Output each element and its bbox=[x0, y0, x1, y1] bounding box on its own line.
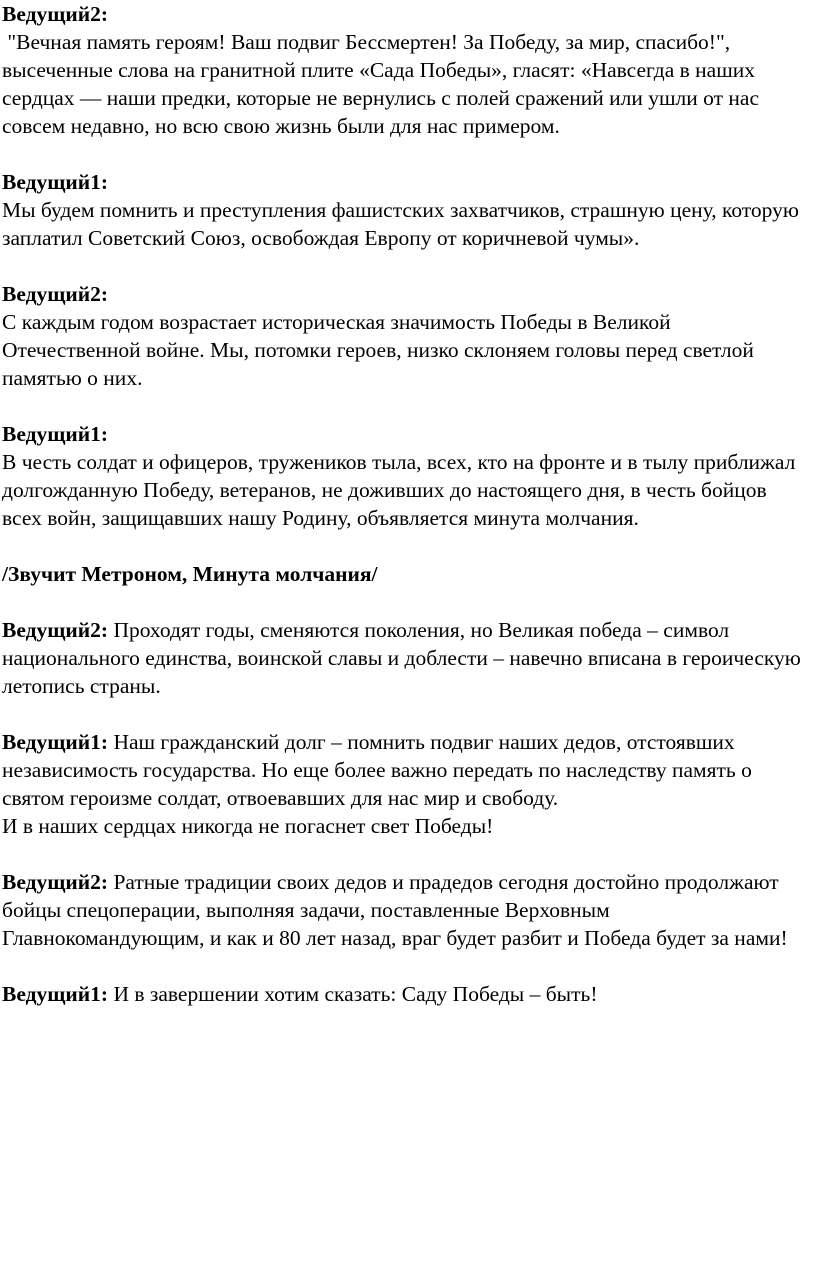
speaker-label: Ведущий2: bbox=[2, 870, 109, 894]
stage-direction: /Звучит Метроном, Минута молчания/ bbox=[2, 562, 378, 586]
speaker-label: Ведущий1: bbox=[2, 170, 109, 194]
speech-block-5 bbox=[2, 616, 802, 700]
speech-text: Наш гражданский долг – помнить подвиг наших дедов, отстоявших независимость государства. Но еще более важно передать по наследству память о святом героизме солдат, отвоевавших для нас мир и свободу. bbox=[2, 730, 752, 810]
speaker-label: Ведущий2: bbox=[2, 2, 109, 26]
speech-block-1 bbox=[2, 0, 802, 140]
speech-text: С каждым годом возрастает историческая значимость Победы в Великой Отечественной войне. Мы, потомки героев, низко склоняем головы перед светлой памятью о них. bbox=[2, 310, 754, 390]
stage-direction-block bbox=[2, 560, 802, 588]
speech-block-3 bbox=[2, 280, 802, 392]
speech-block-4 bbox=[2, 420, 802, 532]
speaker-label: Ведущий2: bbox=[2, 282, 109, 306]
speech-text: Мы будем помнить и преступления фашистских захватчиков, страшную цену, которую заплатил Советский Союз, освобождая Европу от коричневой чумы». bbox=[2, 198, 799, 250]
speech-text: Ратные традиции своих дедов и прадедов сегодня достойно продолжают бойцы спецоперации, выполняя задачи, поставленные Верховным Главнокомандующим, и как и 80 лет назад, враг будет разбит и Победа будет за нами! bbox=[2, 870, 788, 950]
speaker-label: Ведущий1: bbox=[2, 730, 109, 754]
speech-block-6 bbox=[2, 728, 802, 840]
speech-text: "Вечная память героям! Ваш подвиг Бессмертен! За Победу, за мир, спасибо!", высеченные слова на гранитной плите «Сада Победы», гласят: «Навсегда в наших сердцах — наши предки, которые не вернулись с полей сражений или ушли от нас совсем недавно, но всю свою жизнь были для нас примером. bbox=[2, 30, 765, 138]
speaker-label: Ведущий1: bbox=[2, 422, 109, 446]
speech-text-continued: И в наших сердцах никогда не погаснет свет Победы! bbox=[2, 814, 494, 838]
speech-text: Проходят годы, сменяются поколения, но Великая победа – символ национального единства, воинской славы и доблести – навечно вписана в героическую летопись страны. bbox=[2, 618, 801, 698]
speaker-label: Ведущий1: bbox=[2, 982, 109, 1006]
speech-block-8 bbox=[2, 980, 802, 1008]
speech-block-7 bbox=[2, 868, 802, 952]
speech-text: В честь солдат и офицеров, тружеников тыла, всех, кто на фронте и в тылу приближал долгожданную Победу, ветеранов, не доживших до настоящего дня, в честь бойцов всех войн, защищавших нашу Родину, объявляется минута молчания. bbox=[2, 450, 796, 530]
speech-block-2 bbox=[2, 168, 802, 252]
speech-text: И в завершении хотим сказать: Саду Победы – быть! bbox=[113, 982, 598, 1006]
speaker-label: Ведущий2: bbox=[2, 618, 109, 642]
